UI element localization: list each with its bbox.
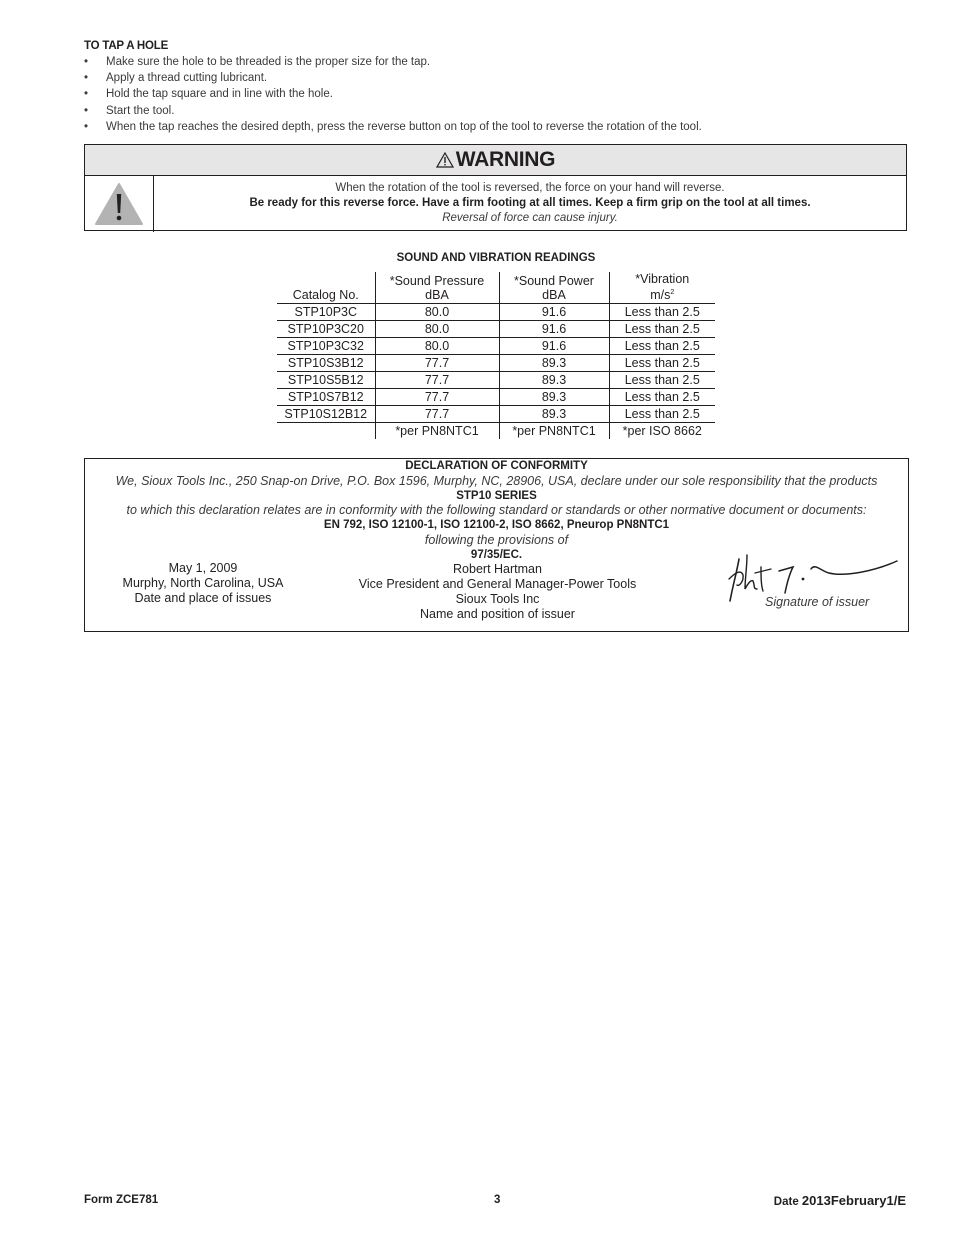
declaration-provisions-label: following the provisions of: [424, 532, 569, 547]
warning-body: [85, 176, 906, 232]
list-item: • Start the tool.: [84, 103, 908, 119]
table-footnote-row: *per PN8NTC1 *per PN8NTC1 *per ISO 8662: [277, 423, 715, 440]
warning-title: WARNING: [455, 148, 556, 171]
form-number: Form ZCE781: [84, 1194, 159, 1206]
declaration-issuer: [325, 562, 670, 622]
warning-line-3: Reversal of force can cause injury.: [442, 212, 618, 224]
warning-line-2: Be ready for this reverse force. Have a firm footing at all times. Keep a firm grip on the tool at all times.: [249, 197, 811, 209]
declaration-standards: EN 792, ISO 12100-1, ISO 12100-2, ISO 8662, Pneurop PN8NTC1: [323, 519, 670, 532]
table-row: STP10P3C32 80.0 91.6 Less than 2.5: [277, 338, 715, 355]
bullet: •: [84, 120, 89, 133]
declaration-text: [85, 459, 908, 563]
table-header-row: [277, 272, 715, 304]
warning-text: [154, 176, 906, 232]
list-item: • Apply a thread cutting lubricant.: [84, 70, 908, 86]
declaration-place: Murphy, North Carolina, USA: [122, 576, 284, 590]
issuer-title: Vice President and General Manager-Power Tools: [358, 577, 637, 591]
table-row: STP10S7B12 77.7 89.3 Less than 2.5: [277, 389, 715, 406]
column-header-catalog: Catalog No.: [292, 288, 359, 303]
table-row: STP10P3C20 80.0 91.6 Less than 2.5: [277, 321, 715, 338]
declaration-conformity: to which this declaration relates are in conformity with the following standard or standards or other normative document or documents:: [126, 503, 867, 518]
warning-line-1: When the rotation of the tool is reversed, the force on your hand will reverse.: [335, 182, 725, 194]
declaration-series: STP10 SERIES: [456, 489, 537, 502]
declaration-date-place: [105, 561, 301, 606]
tap-instructions-list: [84, 54, 908, 135]
tap-section: [84, 40, 908, 135]
declaration-directive: 97/35/EC.: [470, 548, 523, 561]
column-header-vibration: *Vibration $m/s^2$: [609, 272, 715, 304]
declaration-date: May 1, 2009: [168, 561, 238, 575]
bullet: •: [84, 88, 89, 101]
declaration-statement: We, Sioux Tools Inc., 250 Snap-on Drive, P.O. Box 1596, Murphy, NC, 28906, USA, declare under our sole responsibility that the products: [115, 473, 878, 488]
list-item: • Make sure the hole to be threaded is the proper size for the tap.: [84, 54, 908, 70]
sound-vibration-table: [277, 272, 715, 439]
declaration-box: [84, 458, 909, 632]
revision-date: Date 2013February1/E: [773, 1193, 906, 1208]
declaration-title: DECLARATION OF CONFORMITY: [405, 460, 588, 472]
page-number: 3: [494, 1194, 501, 1206]
tap-heading: TO TAP A HOLE: [84, 40, 169, 52]
declaration-place-caption: Date and place of issues: [134, 591, 272, 605]
issuer-caption: Name and position of issuer: [420, 607, 575, 621]
bullet: •: [84, 72, 89, 85]
bullet: •: [84, 56, 89, 68]
warning-box: [84, 144, 907, 231]
list-item: • When the tap reaches the desired depth, press the reverse button on top of the tool to reverse the rotation of the tool.: [84, 119, 908, 135]
sound-vibration-title: SOUND AND VIBRATION READINGS: [396, 252, 596, 264]
column-header-sound-pressure: *Sound Pressure dBA: [375, 272, 499, 304]
exclamation-triangle-icon: [94, 182, 144, 226]
issuer-name: Robert Hartman: [453, 562, 542, 576]
table-row: STP10S12B12 77.7 89.3 Less than 2.5: [277, 406, 715, 423]
warning-triangle-icon: [436, 152, 454, 168]
bullet: •: [84, 104, 89, 117]
warning-header: [85, 145, 906, 176]
issuer-company: Sioux Tools Inc: [455, 592, 540, 606]
table-row: STP10P3C 80.0 91.6 Less than 2.5: [277, 304, 715, 321]
table-row: STP10S3B12 77.7 89.3 Less than 2.5: [277, 355, 715, 372]
list-item: • Hold the tap square and in line with the hole.: [84, 86, 908, 102]
signature-caption: Signature of issuer: [765, 595, 870, 609]
column-header-sound-power: *Sound Power dBA: [499, 272, 609, 304]
table-row: STP10S5B12 77.7 89.3 Less than 2.5: [277, 372, 715, 389]
warning-icon-cell: [85, 176, 154, 232]
